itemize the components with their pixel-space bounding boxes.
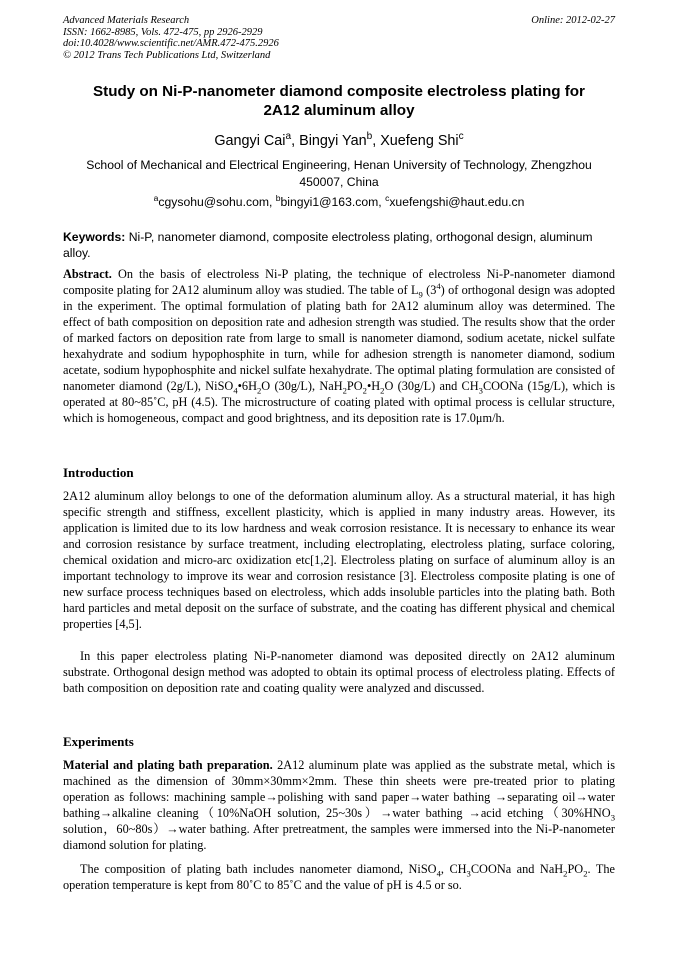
email-address[interactable]: bingyi1@163.com [280, 195, 379, 209]
introduction-paragraph-2: In this paper electroless plating Ni-P-nanometer diamond was deposited directly on 2A12 aluminum substrate. Orthogonal design method was adopted to obtain its optimal process of electroless plating. Effects of bath composition on deposition rate and coating quality were analyzed and discussed. [63, 649, 615, 696]
subscript: 3 [610, 812, 615, 823]
subscript: 2 [362, 385, 367, 396]
abstract-text: O (30g/L) and CH [384, 379, 479, 394]
subsection-label: Material and plating bath preparation. [63, 758, 273, 772]
subscript: 2 [342, 385, 347, 396]
section-heading-introduction: Introduction [63, 465, 134, 480]
abstract-text: ) of orthogonal design was adopted in the experiment. The optimal formulation of plating bath for 2A12 aluminum alloy was determined. The effect of bath composition on deposition rate and adhesion strength was studied. The results show that the order of marked factors on deposition rate from large to small is nanometer diamond, sodium acetate, nickel sulfate hexahydrate and sodium hypophosphite in turn, while for adhesion strength is nanometer diamond, sodium acetate, sodium hypophosphite and nickel sulfate hexahydrate. The optimal plating formulation are consisted of nanometer diamond (2g/L), NiSO [63, 283, 615, 394]
abstract [63, 266, 615, 426]
author-mark: c [458, 131, 464, 143]
email-mark: c [385, 192, 390, 203]
experiments-paragraph-2 [63, 861, 615, 893]
online-date: Online: 2012-02-27 [531, 15, 615, 26]
section-heading-experiments: Experiments [63, 734, 134, 749]
title-line-1: Study on Ni-P-nanometer diamond composite electroless plating for [93, 83, 585, 100]
email-mark: a [153, 192, 159, 203]
paragraph-text: . The operation temperature is kept from 80˚C to 85˚C and the value of pH is 4.5 or so. [63, 862, 615, 893]
author-list [63, 132, 615, 150]
paragraph-text: The composition of plating bath includes nanometer diamond, NiSO [80, 862, 437, 876]
abstract-text: O (30g/L), NaH [261, 379, 343, 394]
email-separator: , [269, 195, 276, 209]
abstract-text: (3 [422, 283, 437, 298]
experiments-paragraph-1 [63, 757, 615, 853]
subscript: 2 [256, 385, 262, 396]
paragraph-text: PO [567, 862, 584, 876]
doi-line[interactable]: doi:10.4028/www.scientific.net/AMR.472-475.2926 [63, 38, 279, 50]
author-name: Bingyi Yan [299, 133, 367, 149]
paragraph-text: 2A12 aluminum plate was applied as the substrate metal, which is machined as the dimension of 30mm×30mm×2mm. These thin sheets were pre-treated prior to plating operation as follows: machining sample→polishing with sand paper→water bathing →separating oil→water bathing→alkaline cleaning（10%NaOH solution, 25~30s）→water bathing →acid etching（30%HNO [63, 758, 615, 821]
title-line-2: 2A12 aluminum alloy [263, 102, 415, 119]
author-separator: , [291, 133, 300, 149]
subscript: 2 [380, 385, 385, 396]
abstract-text: •H [366, 379, 381, 394]
author-name: Xuefeng Shi [380, 133, 459, 149]
introduction-paragraph-1: 2A12 aluminum alloy belongs to one of the deformation aluminum alloy. As a structural material, it has high specific strength and stiffness, excellent plasticity, which is applied in many industry areas. However, its application is limited due to its low hardness and weak corrosion resistance. It is necessary to enhance its wear and corrosion resistance by surface treatment, including electroplating, electroless plating, surface coloring, chemical oxidation and micro-arc oxidization etc[1,2]. Electroless plating on surface of aluminum alloy is an important technology to improve its wear and corrosion resistance [3]. Electroless composite plating is one of new surface process techniques based on electroless, which adds insoluble particles into the plating bath. Both hard particles and metal deposit on the surface of substrate, and the coating has different physical and chemical properties [4,5]. [63, 489, 615, 632]
paragraph-text: COONa and NaH [470, 862, 564, 876]
email-address[interactable]: cgysohu@sohu.com [158, 195, 269, 209]
keywords [63, 230, 615, 262]
issn-line: ISSN: 1662-8985, Vols. 472-475, pp 2926-2929 [63, 26, 263, 38]
author-separator: , [372, 133, 381, 149]
paragraph-text: solution，60~80s）→water bathing. After pretreatment, the samples were immersed into the Ni-P-nanometer diamond solution for plating. [63, 822, 615, 853]
email-separator: , [378, 195, 386, 209]
subscript: 3 [466, 868, 471, 879]
email-list [63, 194, 615, 210]
abstract-text: On the basis of electroless Ni-P plating, the technique of electroless Ni-P-nanometer diamond composite plating for 2A12 aluminum alloy was studied. The table of L [63, 267, 615, 298]
subscript: 9 [418, 289, 423, 300]
journal-header [63, 15, 615, 61]
subscript: 3 [478, 385, 483, 396]
subscript: 4 [436, 868, 441, 879]
subscript: 4 [233, 385, 238, 396]
subscript: 2 [583, 868, 588, 879]
abstract-text: COONa (15g/L), which is operated at 80~85˚C, pH (4.5). The microstructure of coating plated with optimal process is cellular structure, which is homogeneous, compact and good brightness, and its deposition rate is 17.0μm/h. [63, 379, 615, 426]
affiliation: School of Mechanical and Electrical Engineering, Henan University of Technology, Zhengzhou 450007, China [86, 158, 592, 189]
keywords-text: Ni-P, nanometer diamond, composite electroless plating, orthogonal design, aluminum alloy. [63, 230, 593, 260]
paragraph-text: , CH [440, 862, 467, 876]
superscript: 4 [436, 280, 441, 291]
email-mark: b [275, 192, 281, 203]
paper-title [63, 82, 615, 120]
author-name: Gangyi Cai [214, 133, 286, 149]
journal-name: Advanced Materials Research [63, 15, 190, 26]
abstract-text: •6H [237, 379, 257, 394]
email-address[interactable]: xuefengshi@haut.edu.cn [389, 195, 525, 209]
abstract-text: PO [346, 379, 363, 394]
author-mark: a [285, 131, 292, 143]
abstract-label: Abstract. [63, 267, 112, 281]
copyright-line: © 2012 Trans Tech Publications Ltd, Switzerland [63, 49, 271, 61]
subscript: 2 [563, 868, 568, 879]
keywords-label: Keywords: [63, 230, 126, 244]
author-mark: b [366, 131, 373, 143]
